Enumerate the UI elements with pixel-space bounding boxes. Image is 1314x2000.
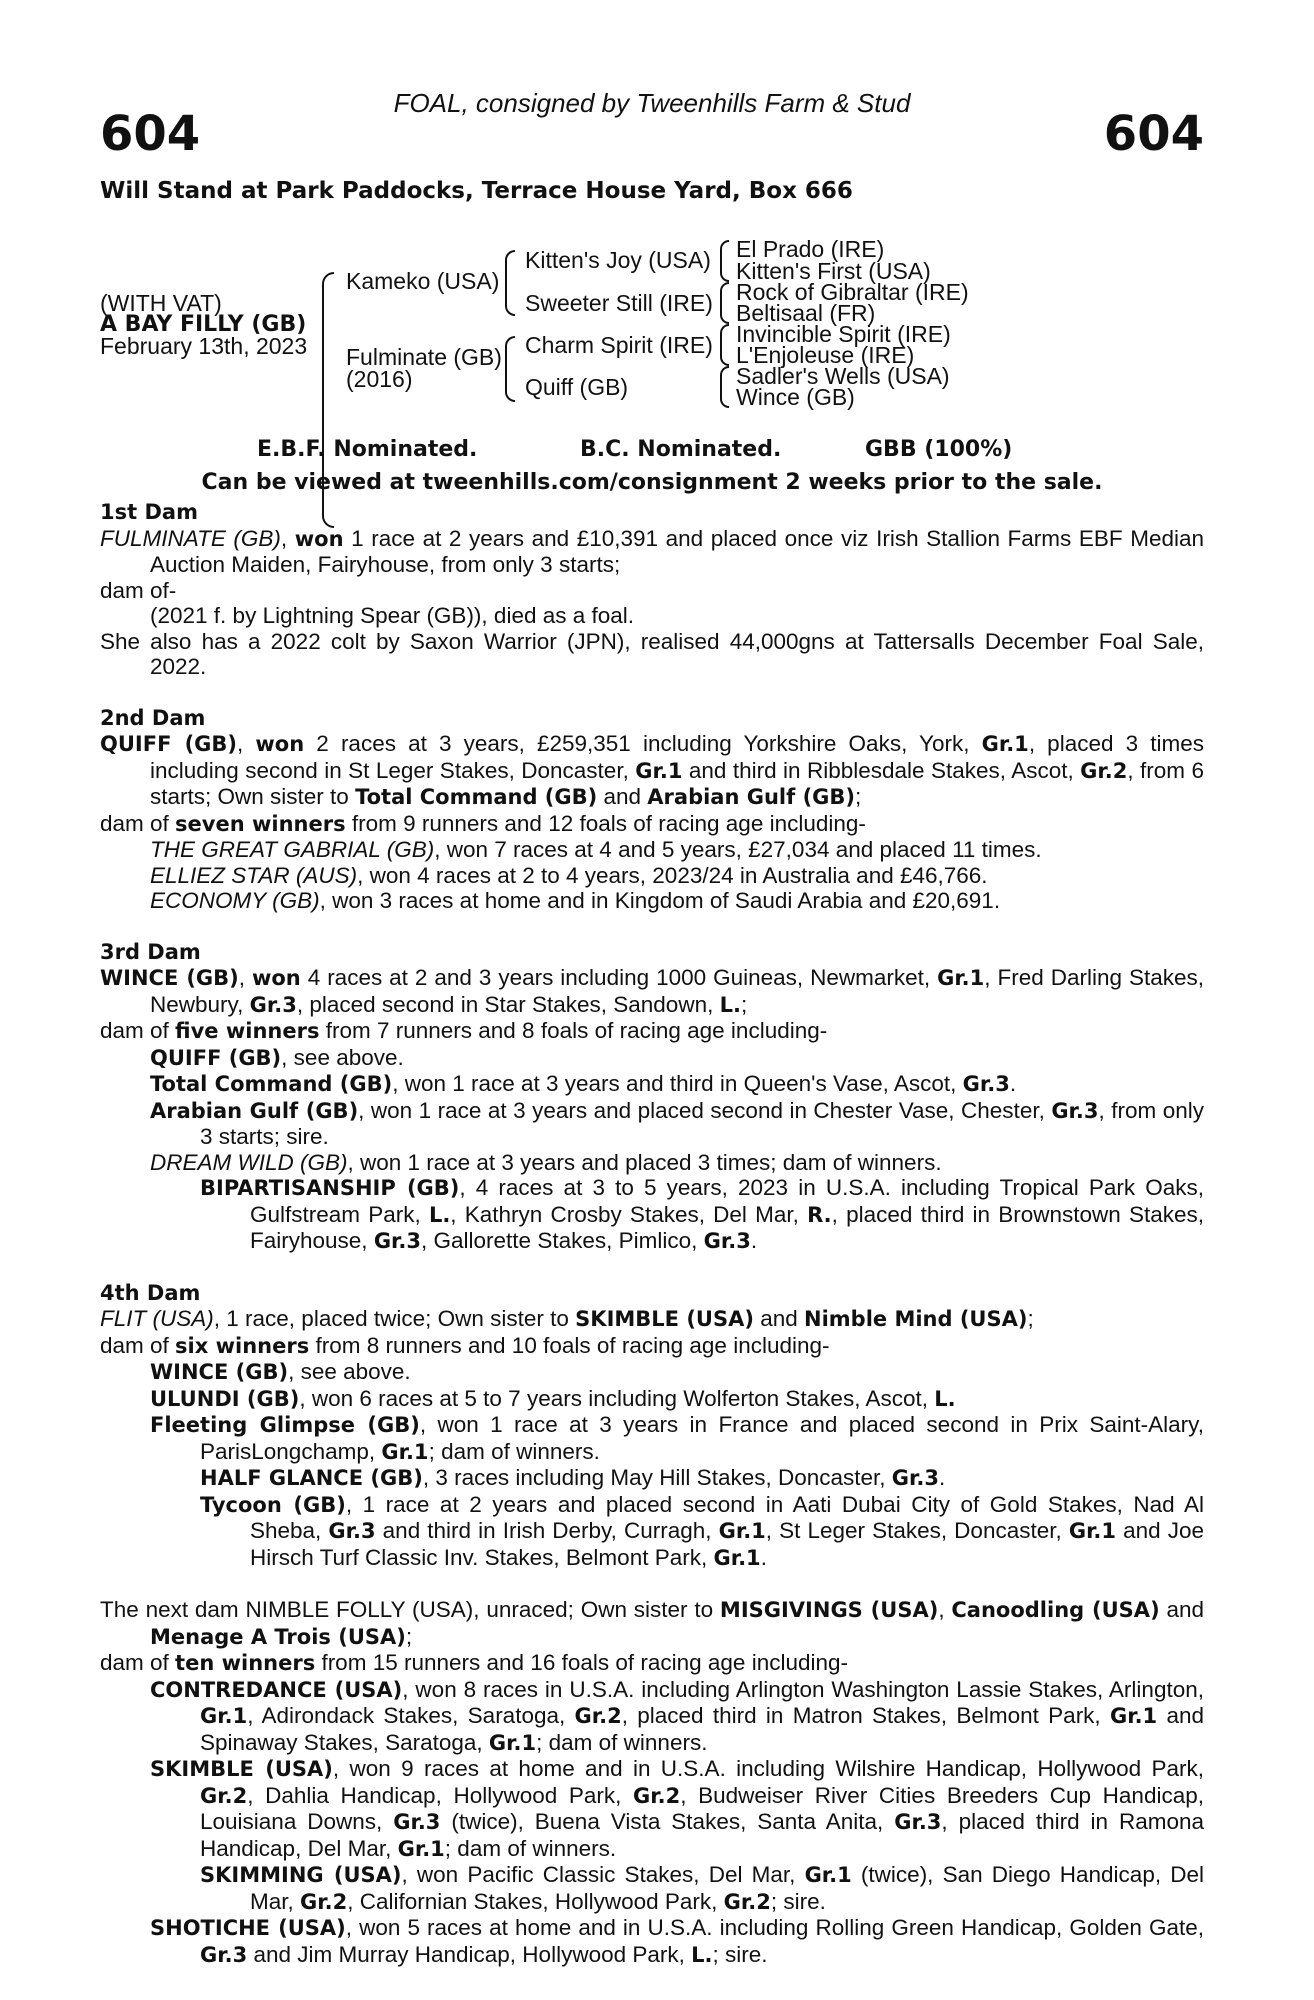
horse-name: A BAY FILLY (GB)	[100, 312, 307, 337]
next-dam-record: The next dam NIMBLE FOLLY (USA), unraced; Own sister to MISGIVINGS (USA), Canoodling (USA) and Menage A Trois (USA);	[100, 1597, 1205, 1649]
next-dam-damof: dam of ten winners from 15 runners and 16 foals of racing age including-	[100, 1650, 849, 1675]
offspring-entry: ECONOMY (GB), won 3 races at home and in Kingdom of Saudi Arabia and £20,691.	[150, 888, 1001, 913]
dam-dam: Quiff (GB)	[525, 374, 629, 400]
lot-number-right: 604	[1103, 106, 1204, 162]
stand-location: Will Stand at Park Paddocks, Terrace House Yard, Box 666	[100, 178, 853, 204]
dam-year: (2016)	[346, 366, 413, 392]
grand-offspring-entry: BIPARTISANSHIP (GB), 4 races at 3 to 5 years, 2023 in U.S.A. including Tropical Park Oaks, Gulfstream Park, L., Kathryn Crosby Stakes, Del Mar, R., placed third in Brownstown Stakes, Fairyhouse, Gr.3, Gallorette Stakes, Pimlico, Gr.3.	[200, 1175, 1205, 1253]
pedigree-brace-sire	[505, 250, 515, 316]
foaling-date: February 13th, 2023	[100, 333, 308, 359]
pedigree-brace-g2	[720, 282, 729, 324]
pedigree-notes	[100, 500, 1204, 1968]
first-dam-heading: 1st Dam	[100, 500, 198, 524]
ancestor-2: Kitten's First (USA)	[736, 258, 931, 284]
sire-sire: Kitten's Joy (USA)	[525, 247, 711, 273]
lot-number-left: 604	[100, 106, 201, 162]
offspring-entry: CONTREDANCE (USA), won 8 races in U.S.A. including Arlington Washington Lassie Stakes, Arlington, Gr.1, Adirondack Stakes, Saratoga, Gr.2, placed third in Matron Stakes, Belmont Park, Gr.1 and Spinaway Stakes, Saratoga, Gr.1; dam of winners.	[150, 1676, 1204, 1755]
dam-sire: Charm Spirit (IRE)	[525, 332, 713, 358]
pedigree-brace-g1	[720, 240, 729, 282]
first-dam-damof: dam of-	[100, 577, 177, 603]
gbb-status: GBB (100%)	[865, 437, 1013, 462]
ancestor-8: Wince (GB)	[736, 384, 855, 410]
fourth-dam-record: FLIT (USA), 1 race, placed twice; Own sister to SKIMBLE (USA) and Nimble Mind (USA);	[100, 1306, 1034, 1331]
grand-offspring-entry: SKIMMING (USA), won Pacific Classic Stakes, Del Mar, Gr.1 (twice), San Diego Handicap, Del Mar, Gr.2, Californian Stakes, Hollywood Park, Gr.2; sire.	[200, 1862, 1205, 1914]
first-dam-record: FULMINATE (GB), won 1 race at 2 years and £10,391 and placed once viz Irish Stallion Farms EBF Median Auction Maiden, Fairyhouse, from only 3 starts;	[100, 525, 1204, 577]
second-dam-record: QUIFF (GB), won 2 races at 3 years, £259,351 including Yorkshire Oaks, York, Gr.1, placed 3 times including second in St Leger Stakes, Doncaster, Gr.1 and third in Ribblesdale Stakes, Ascot, Gr.2, from 6 starts; Own sister to Total Command (GB) and Arabian Gulf (GB);	[100, 731, 1204, 809]
offspring-entry: QUIFF (GB), see above.	[150, 1044, 404, 1070]
third-dam-record: WINCE (GB), won 4 races at 2 and 3 years including 1000 Guineas, Newmarket, Gr.1, Fred Darling Stakes, Newbury, Gr.3, placed second in Star Stakes, Sandown, L.;	[100, 965, 1204, 1017]
offspring-entry: SKIMBLE (USA), won 9 races at home and in U.S.A. including Wilshire Handicap, Hollywood Park, Gr.2, Dahlia Handicap, Hollywood Park, Gr.2, Budweiser River Cities Breeders Cup Handicap, Louisiana Downs, Gr.3 (twice), Buena Vista Stakes, Santa Anita, Gr.3, placed third in Ramona Handicap, Del Mar, Gr.1; dam of winners.	[150, 1756, 1205, 1861]
offspring-entry: WINCE (GB), see above.	[150, 1359, 411, 1384]
offspring-entry: DREAM WILD (GB), won 1 race at 3 years and placed 3 times; dam of winners.	[150, 1149, 942, 1175]
ebf-nomination: E.B.F. Nominated.	[257, 437, 478, 462]
first-dam-also: She also has a 2022 colt by Saxon Warrior (JPN), realised 44,000gns at Tattersalls December Foal Sale, 2022.	[100, 628, 1204, 679]
offspring-entry: Arabian Gulf (GB), won 1 race at 3 years and placed second in Chester Vase, Chester, Gr.3, from only 3 starts; sire.	[150, 1097, 1204, 1149]
third-dam-heading: 3rd Dam	[100, 939, 201, 964]
pedigree-brace-g4	[720, 366, 729, 408]
third-dam-damof: dam of five winners from 7 runners and 8 foals of racing age including-	[100, 1018, 828, 1043]
sire-name: Kameko (USA)	[346, 268, 500, 294]
pedigree-brace-g3	[720, 324, 729, 366]
offspring-entry: Total Command (GB), won 1 race at 3 years and third in Queen's Vase, Ascot, Gr.3.	[150, 1071, 1017, 1096]
second-dam-damof: dam of seven winners from 9 runners and 12 foals of racing age including-	[100, 810, 866, 836]
dam-name: Fulminate (GB)	[346, 344, 502, 370]
ancestor-5: Invincible Spirit (IRE)	[736, 321, 951, 347]
offspring-entry: ULUNDI (GB), won 6 races at 5 to 7 years including Wolferton Stakes, Ascot, L.	[150, 1385, 956, 1411]
viewing-note: Can be viewed at tweenhills.com/consignment 2 weeks prior to the sale.	[201, 470, 1103, 495]
consignor-line: FOAL, consigned by Tweenhills Farm & Stud	[393, 88, 911, 118]
offspring-entry: SHOTICHE (USA), won 5 races at home and in U.S.A. including Rolling Green Handicap, Golden Gate, Gr.3 and Jim Murray Handicap, Hollywood Park, L.; sire.	[150, 1915, 1204, 1967]
sire-dam: Sweeter Still (IRE)	[525, 290, 713, 316]
grand-offspring-entry: HALF GLANCE (GB), 3 races including May Hill Stakes, Doncaster, Gr.3.	[200, 1465, 946, 1490]
second-dam-heading: 2nd Dam	[100, 705, 206, 730]
pedigree-brace-dam	[505, 336, 515, 402]
ancestor-6: L'Enjoleuse (IRE)	[736, 342, 915, 368]
ancestor-4: Beltisaal (FR)	[736, 300, 876, 326]
fourth-dam-damof: dam of six winners from 8 runners and 10 foals of racing age including-	[100, 1332, 830, 1358]
offspring-entry: ELLIEZ STAR (AUS), won 4 races at 2 to 4 years, 2023/24 in Australia and £46,766.	[150, 862, 988, 888]
vat-note: (WITH VAT)	[100, 290, 222, 316]
nominations	[100, 437, 1204, 467]
ancestor-3: Rock of Gibraltar (IRE)	[736, 279, 969, 305]
fourth-dam-heading: 4th Dam	[100, 1280, 201, 1305]
grand-offspring-entry: Tycoon (GB), 1 race at 2 years and placed second in Aati Dubai City of Gold Stakes, Nad Al Sheba, Gr.3 and third in Irish Derby, Curragh, Gr.1, St Leger Stakes, Doncaster, Gr.1 and Joe Hirsch Turf Classic Inv. Stakes, Belmont Park, Gr.1.	[200, 1491, 1204, 1570]
first-dam-foal: (2021 f. by Lightning Spear (GB)), died as a foal.	[150, 603, 635, 628]
bc-nomination: B.C. Nominated.	[580, 437, 782, 462]
offspring-entry: THE GREAT GABRIAL (GB), won 7 races at 4 and 5 years, £27,034 and placed 11 times.	[150, 837, 1042, 862]
offspring-entry: Fleeting Glimpse (GB), won 1 race at 3 years in France and placed second in Prix Saint-Alary, ParisLongchamp, Gr.1; dam of winners.	[150, 1412, 1204, 1464]
ancestor-7: Sadler's Wells (USA)	[736, 363, 950, 389]
ancestor-1: El Prado (IRE)	[736, 236, 885, 262]
